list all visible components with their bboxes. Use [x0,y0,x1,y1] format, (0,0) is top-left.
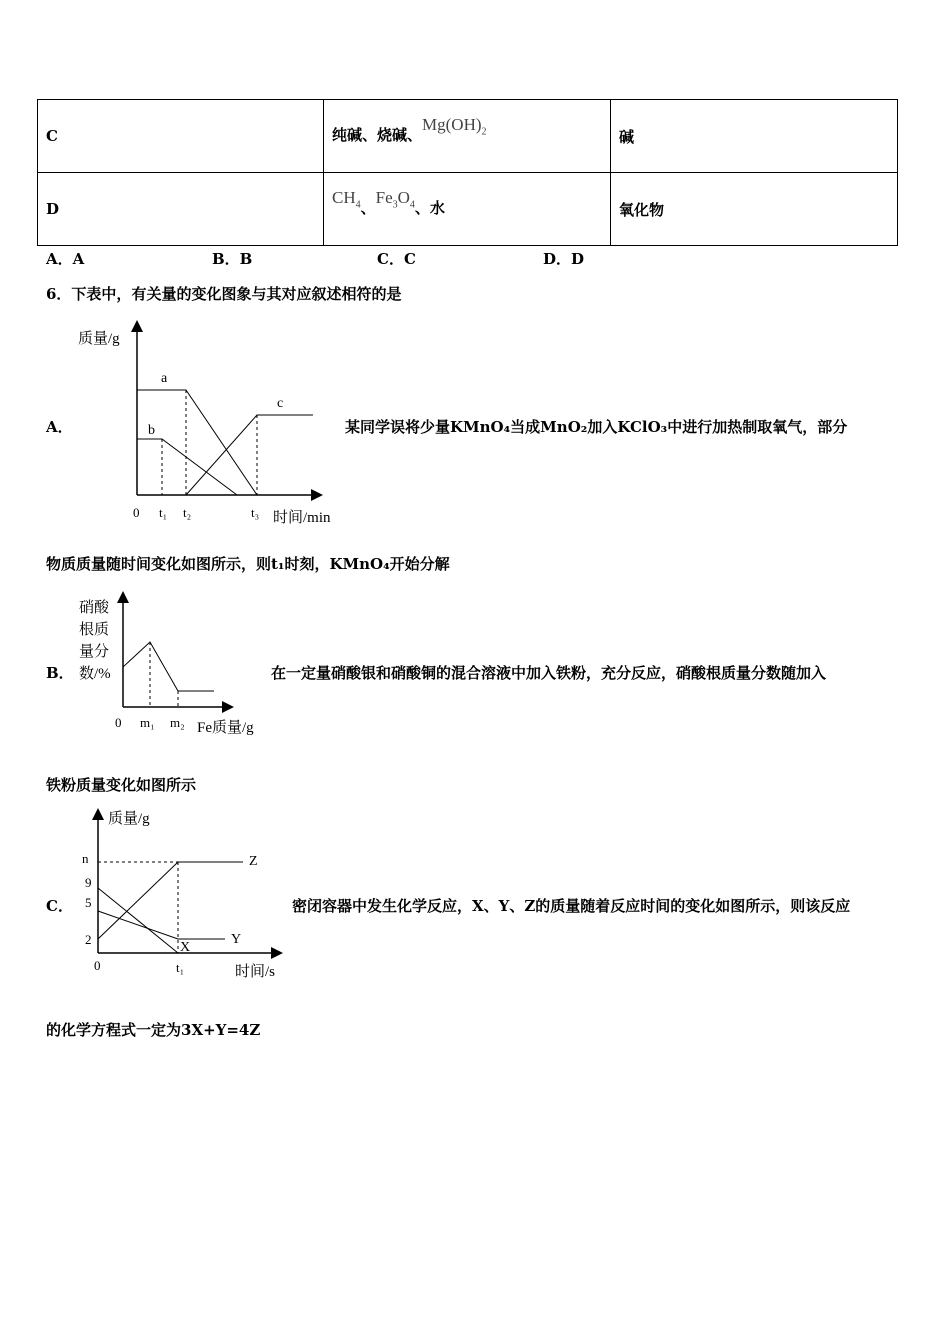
option-c[interactable]: C．C [377,250,416,268]
row-category: 氧化物 [611,173,898,246]
formula-mgoh2: $Mg(OH)_2$ [422,115,487,138]
y-label-line-4: 数/% [79,666,111,682]
y-axis-label: 质量/g [108,811,150,827]
y-tick-5: 5 [85,895,92,910]
option-a[interactable]: A．A [46,250,85,268]
series-c-label: c [277,396,284,411]
item-b-letter[interactable]: B． [46,664,74,682]
row-content: $CH_4$、$Fe_3O_4$、水 [324,173,611,246]
series-a-line [137,390,257,495]
x-tick-0: 0 [94,958,101,973]
y-tick-n: n [82,851,89,866]
y-label-line-1: 硝酸 [79,600,110,616]
series-x-line [98,888,178,953]
row-content: 纯碱、烧碱、$Mg(OH)_2$ [324,100,611,173]
table-row [38,100,898,173]
item-a-desc-2: 物质质量随时间变化如图所示，则t₁时刻，KMnO₄开始分解 [46,555,450,573]
y-label-line-2: 根质 [79,622,110,638]
x-tick-m1: m₁ [140,715,155,730]
series-b-label: b [148,423,155,438]
series-line [123,642,214,691]
x-axis-label: 时间/min [273,510,331,526]
x-tick-t2: t₂ [183,505,192,520]
series-z-line [98,862,243,939]
x-tick-t3: t₃ [251,505,260,520]
series-c-line [186,415,313,495]
y-label-line-3: 量分 [79,644,110,660]
series-b-line [137,439,237,495]
item-b-desc-2: 铁粉质量变化如图所示 [46,776,197,794]
y-tick-2: 2 [85,932,92,947]
x-tick-t1: t₁ [159,505,168,520]
y-axis-label: 质量/g [78,331,120,347]
item-b-desc-1: 在一定量硝酸银和硝酸铜的混合溶液中加入铁粉，充分反应，硝酸根质量分数随加入 [271,664,827,682]
chart-b [75,590,275,740]
series-y-line [98,911,225,939]
series-a-label: a [161,371,168,386]
option-d[interactable]: D．D [543,250,585,268]
x-tick-m2: m₂ [170,715,185,730]
x-tick-0: 0 [115,715,122,730]
x-axis-label: Fe质量/g [197,720,254,736]
table-row [38,173,898,246]
classification-table [37,99,898,246]
item-a-letter[interactable]: A． [46,418,73,436]
chart-c [75,805,290,985]
row-label: C [38,100,324,173]
item-c-desc-1: 密闭容器中发生化学反应，X、Y、Z的质量随着反应时间的变化如图所示，则该反应 [292,897,851,915]
row-category: 碱 [611,100,898,173]
series-z-label: Z [249,854,258,869]
chart-a [75,318,350,530]
option-b[interactable]: B．B [212,250,253,268]
question-title: 6．下表中，有关量的变化图象与其对应叙述相符的是 [46,285,402,303]
item-c-letter[interactable]: C． [46,897,73,915]
x-axis-label: 时间/s [235,964,276,980]
item-a-desc-1: 某同学误将少量KMnO₄当成MnO₂加入KClO₃中进行加热制取氧气，部分 [345,418,848,436]
x-tick-0: 0 [133,505,140,520]
item-c-desc-2: 的化学方程式一定为3X+Y=4Z [46,1021,261,1039]
formula-ch4: $CH_4$ [332,188,361,211]
formula-fe3o4: $Fe_3O_4$ [375,188,415,211]
x-tick-t1: t₁ [176,960,185,975]
row-label: D [38,173,324,246]
y-tick-9: 9 [85,875,92,890]
series-y-label: Y [231,932,242,947]
series-x-label: X [180,940,191,955]
